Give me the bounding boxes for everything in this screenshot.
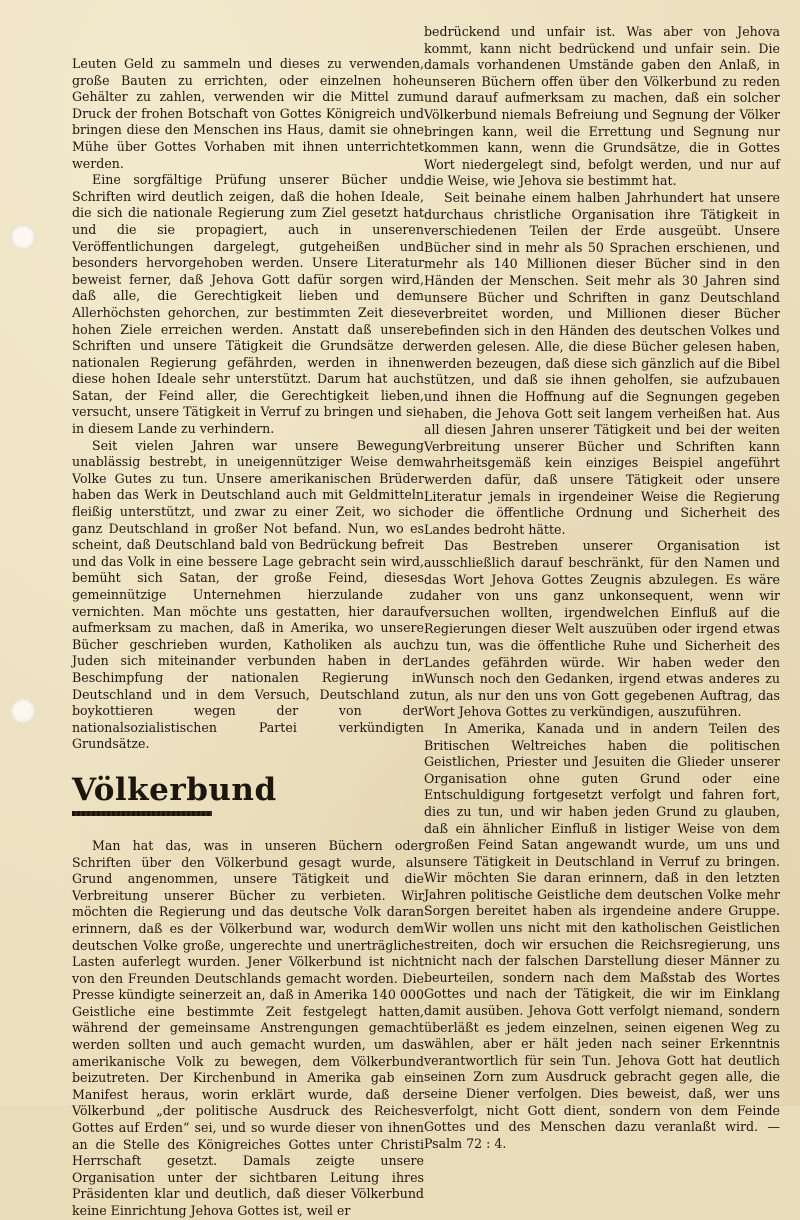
left-column [72, 56, 424, 1220]
paragraph: Seit beinahe einem halben Jahrhundert hat unsere durchaus christliche Organisation ihre Tätigkeit in verschiedenen Teilen der Erde ausgeübt. Unsere Bücher sind in mehr als 50 Sprachen erschienen, und mehr als 140 Millionen dieser Bücher sind in den Händen der Menschen. Seit mehr als 30 Jahren sind unsere Bücher und Schriften in ganz Deutschland verbreitet worden, und Millionen dieser Bücher befinden sich in den Händen des deutschen Volkes und werden gelesen. Alle, die diese Bücher gelesen haben, werden bezeugen, daß diese sich gänzlich auf die Bibel stützen, und daß sie ihnen geholfen, sie aufzubauen und ihnen die Hoffnung auf die Segnungen gegeben haben, die Jehova Gott seit langem verheißen hat. Aus all diesen Jahren unserer Tätigkeit und bei der weiten Verbreitung unserer Bücher und Schriften kann wahrheitsgemäß kein einziges Beispiel angeführt werden dafür, daß unsere Tätigkeit oder unsere Literatur jemals in irgendeiner Weise die Regierung oder die öffentliche Ordnung und Sicherheit des Landes bedroht hätte. [424, 189, 780, 537]
paragraph: Leuten Geld zu sammeln und dieses zu verwenden, große Bauten zu errichten, oder einzelnen hohe Gehälter zu zahlen, verwenden wir die Mittel zum Druck der frohen Botschaft von Gottes Königreich und bringen diese den Menschen ins Haus, damit sie ohne Mühe über Gottes Vorhaben mit ihnen unterrichtet werden. [72, 56, 424, 171]
right-column [424, 24, 780, 1152]
section-heading: Völkerbund [72, 771, 277, 808]
paragraph: Seit vielen Jahren war unsere Bewegung unablässig bestrebt, in uneigennütziger Weise dem Volke Gutes zu tun. Unsere amerikanischen Brüder haben das Werk in Deutschland auch mit Geldmitteln fleißig unterstützt, und zwar zu einer Zeit, wo sich ganz Deutschland in großer Not befand. Nun, wo es scheint, daß Deutschland bald von Bedrückung befreit und das Volk in eine bessere Lage gebracht sein wird, bemüht sich Satan, der große Feind, dieses gemeinnützige Unternehmen hierzulande zu vernichten. Man möchte uns gestatten, hier darauf aufmerksam zu machen, daß in Amerika, wo unsere Bücher geschrieben wurden, Katholiken als auch Juden sich miteinander verbunden haben in der Beschimpfung der nationalen Regierung in Deutschland und in dem Versuch, Deutschland zu boykottieren wegen der von der nationalsozialistischen Partei verkündigten Grundsätze. [72, 437, 424, 752]
paragraph: In Amerika, Kanada und in andern Teilen des Britischen Weltreiches haben die politischen Geistlichen, Priester und Jesuiten die Glieder unserer Organisation ohne guten Grund oder eine Entschuldigung fortgesetzt verfolgt und fahren fort, dies zu tun, und wir haben jeden Grund zu glauben, daß ein ähnlicher Einfluß in listiger Weise von dem großen Feind Satan angewandt wurde, um uns und unsere Tätigkeit in Deutschland in Verruf zu bringen. Wir möchten Sie daran erinnern, daß in den letzten Jahren politische Geistliche dem deutschen Volke mehr Sorgen bereitet haben als irgendeine andere Gruppe. Wir wollen uns nicht mit den katholischen Geistlichen streiten, doch wir ersuchen die Reichsregierung, uns nicht nach der falschen Darstellung dieser Männer zu beurteilen, sondern nach dem Maßstab des Wortes Gottes und nach der Tätigkeit, die wir im Einklang damit ausüben. Jehova Gott verfolgt niemand, sondern überläßt es jedem einzelnen, seinen eigenen Weg zu wählen, aber er hält jeden nach seiner Erkenntnis verantwortlich für sein Tun. Jehova Gott hat deutlich seinen Zorn zum Ausdruck gebracht gegen alle, die seine Diener verfolgen. Dies beweist, daß, wer uns verfolgt, nicht Gott dient, sondern von dem Feinde Gottes und des Menschen dazu veranlaßt wird. — Psalm 72 : 4. [424, 720, 780, 1151]
punch-hole [10, 224, 36, 250]
heading-underline [72, 811, 212, 816]
paragraph: Man hat das, was in unseren Büchern oder Schriften über den Völkerbund gesagt wurde, als Grund angenommen, unsere Tätigkeit und die Verbreitung unserer Bücher zu verbieten. Wir möchten die Regierung und das deutsche Volk daran erinnern, daß es der Völkerbund war, wodurch dem deutschen Volke große, ungerechte und unerträgliche Lasten auferlegt wurden. Jener Völkerbund ist nicht von den Freunden Deutschlands gemacht worden. Die Presse kündigte seinerzeit an, daß in Amerika 140 000 Geistliche eine bestimmte Zeit festgelegt hatten, während der gemeinsame Anstrengungen gemacht werden sollten und auch gemacht wurden, um das amerikanische Volk zu bewegen, dem Völkerbund beizutreten. Der Kirchenbund in Amerika gab ein Manifest heraus, worin erklärt wurde, daß der Völkerbund „der politische Ausdruck des Reiches Gottes auf Erden“ sei, und so wurde dieser von ihnen an die Stelle des Königreiches Gottes unter Christi Herrschaft gesetzt. Damals zeigte unsere Organisation unter der sichtbaren Leitung ihres Präsidenten klar und deutlich, daß dieser Völkerbund keine Einrichtung Jehova Gottes ist, weil er [72, 837, 424, 1218]
paragraph: bedrückend und unfair ist. Was aber von Jehova kommt, kann nicht bedrückend und unfair sein. Die damals vorhandenen Umstände gaben den Anlaß, in unseren Büchern offen über den Völkerbund zu reden und darauf aufmerksam zu machen, daß ein solcher Völkerbund niemals Befreiung und Segnung der Völker bringen kann, weil die Errettung und Segnung nur kommen kann, wenn die Grundsätze, die in Gottes Wort niedergelegt sind, befolgt werden, und nur auf die Weise, wie Jehova sie bestimmt hat. [424, 24, 780, 189]
paragraph: Das Bestreben unserer Organisation ist ausschließlich darauf beschränkt, für den Namen und das Wort Jehova Gottes Zeugnis abzulegen. Es wäre daher von uns ganz unkonsequent, wenn wir versuchen wollten, irgendwelchen Einfluß auf die Regierungen dieser Welt auszuüben oder irgend etwas zu tun, was die öffentliche Ruhe und Sicherheit des Landes gefährden würde. Wir haben weder den Wunsch noch den Gedanken, irgend etwas anderes zu tun, als nur den uns von Gott gegebenen Auftrag, das Wort Jehova Gottes zu verkündigen, auszuführen. [424, 538, 780, 720]
paragraph: Eine sorgfältige Prüfung unserer Bücher und Schriften wird deutlich zeigen, daß die hohen Ideale, die sich die nationale Regierung zum Ziel gesetzt hat und die sie propagiert, auch in unseren Veröffentlichungen dargelegt, gutgeheißen und besonders hervorgehoben werden. Unsere Literatur beweist ferner, daß Jehova Gott dafür sorgen wird, daß alle, die Gerechtigkeit lieben und dem Allerhöchsten gehorchen, zur bestimmten Zeit diese hohen Ziele erreichen werden. Anstatt daß unsere Schriften und unsere Tätigkeit die Grundsätze der nationalen Regierung gefährden, werden in ihnen diese hohen Ideale sehr unterstützt. Darum hat auch Satan, der Feind aller, die Gerechtigkeit lieben, versucht, unsere Tätigkeit in Verruf zu bringen und sie in diesem Lande zu verhindern. [72, 172, 424, 437]
punch-hole [10, 698, 36, 724]
